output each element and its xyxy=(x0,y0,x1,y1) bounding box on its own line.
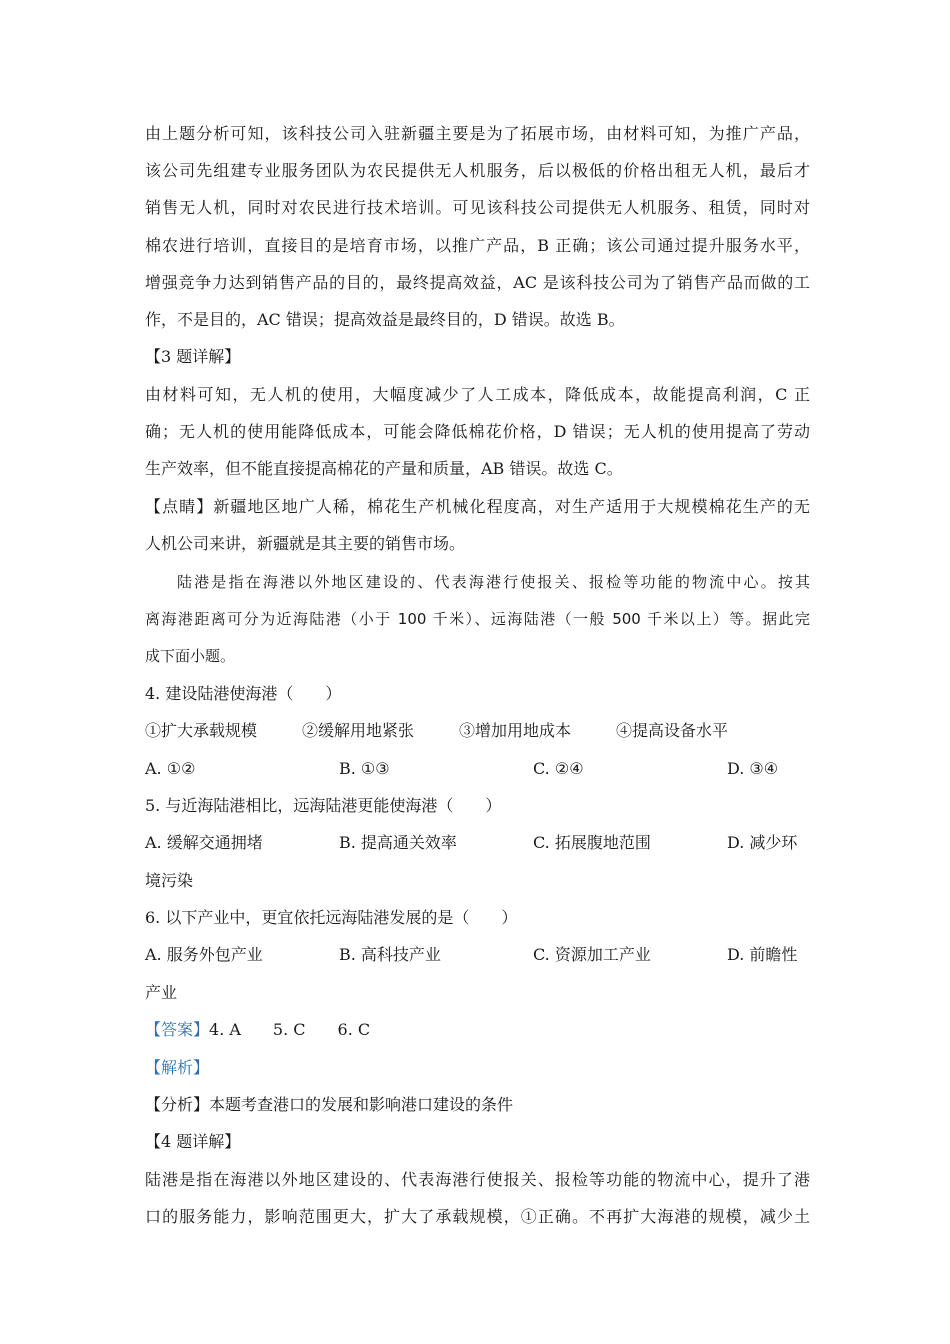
answer-6: 6. C xyxy=(337,1020,371,1039)
passage-line-3: 成下面小题。 xyxy=(145,647,236,665)
passage-line-1: 陆港是指在海港以外地区建设的、代表海港行使报关、报检等功能的物流中心。按其 xyxy=(177,573,810,591)
q5-option-d-wrap: 境污染 xyxy=(145,871,194,890)
q6-option-c: C. 资源加工产业 xyxy=(533,945,651,964)
q4-option-d: D. ③④ xyxy=(727,759,779,778)
q4-item-3: ③增加用地成本 xyxy=(459,721,572,740)
question-5-stem: 5. 与近海陆港相比，远海陆港更能使海港（ ） xyxy=(145,796,502,815)
q5-option-a: A. 缓解交通拥堵 xyxy=(145,833,263,852)
q4-item-2: ②缓解用地紧张 xyxy=(302,721,415,740)
tips-line-1: 【点睛】新疆地区地广人稀，棉花生产机械化程度高，对生产适用于大规模棉花生产的无 xyxy=(145,497,810,516)
answer-label: 【答案】 xyxy=(145,1020,210,1039)
q6-option-d-wrap: 产业 xyxy=(145,983,178,1002)
q4-option-c: C. ②④ xyxy=(533,759,584,778)
analysis-label: 【解析】 xyxy=(145,1058,210,1077)
heading-q4-detail: 【4 题详解】 xyxy=(145,1132,241,1151)
q4-item-1: ①扩大承载规模 xyxy=(145,721,258,740)
question-4-stem: 4. 建设陆港使海港（ ） xyxy=(145,684,342,703)
q4-item-4: ④提高设备水平 xyxy=(616,721,729,740)
q4-option-a: A. ①② xyxy=(145,759,196,778)
explain3-line-3: 生产效率，但不能直接提高棉花的产量和质量，AB 错误。故选 C。 xyxy=(145,459,623,478)
q6-option-a: A. 服务外包产业 xyxy=(145,945,263,964)
q4-option-b: B. ①③ xyxy=(339,759,390,778)
explain2-line-6: 作，不是目的，AC 错误；提高效益是最终目的，D 错误。故选 B。 xyxy=(145,310,625,329)
q6-option-d: D. 前瞻性 xyxy=(727,945,798,964)
answer-5: 5. C xyxy=(272,1020,306,1039)
explain2-line-4: 棉农进行培训，直接目的是培育市场，以推广产品，B 正确；该公司通过提升服务水平， xyxy=(145,236,810,255)
analysis-summary: 【分析】本题考查港口的发展和影响港口建设的条件 xyxy=(145,1095,514,1114)
question-6-stem: 6. 以下产业中，更宜依托远海陆港发展的是（ ） xyxy=(145,908,518,927)
q5-option-c: C. 拓展腹地范围 xyxy=(533,833,651,852)
q5-option-d: D. 减少环 xyxy=(727,833,798,852)
explain3-line-1: 由材料可知，无人机的使用，大幅度减少了人工成本，降低成本，故能提高利润，C 正 xyxy=(145,385,810,404)
explain2-line-5: 增强竞争力达到销售产品的目的，最终提高效益，AC 是该科技公司为了销售产品而做的工 xyxy=(145,273,810,292)
explain2-line-3: 销售无人机，同时对农民进行技术培训。可见该科技公司提供无人机服务、租赁，同时对 xyxy=(145,198,810,217)
explain2-line-2: 该公司先组建专业服务团队为农民提供无人机服务，后以极低的价格出租无人机，最后才 xyxy=(145,161,810,180)
q6-option-b: B. 高科技产业 xyxy=(339,945,441,964)
q5-option-b: B. 提高通关效率 xyxy=(339,833,457,852)
explain2-line-1: 由上题分析可知，该科技公司入驻新疆主要是为了拓展市场，由材料可知，为推广产品， xyxy=(145,124,810,143)
tips-line-2: 人机公司来讲，新疆就是其主要的销售市场。 xyxy=(145,534,466,553)
explain3-line-2: 确；无人机的使用能降低成本，可能会降低棉花价格，D 错误；无人机的使用提高了劳动 xyxy=(145,422,810,441)
answer-line xyxy=(145,1020,810,1040)
passage-line-2: 离海港距离可分为近海陆港（小于 100 千米）、远海陆港（一般 500 千米以上）等。据此完 xyxy=(145,610,810,628)
explain4-line-1: 陆港是指在海港以外地区建设的、代表海港行使报关、报检等功能的物流中心，提升了港 xyxy=(145,1170,810,1189)
answer-4: 4. A xyxy=(209,1020,241,1039)
explain4-line-2: 口的服务能力，影响范围更大，扩大了承载规模，①正确。不再扩大海港的规模，减少土 xyxy=(145,1207,810,1226)
heading-q3-detail: 【3 题详解】 xyxy=(145,347,241,366)
